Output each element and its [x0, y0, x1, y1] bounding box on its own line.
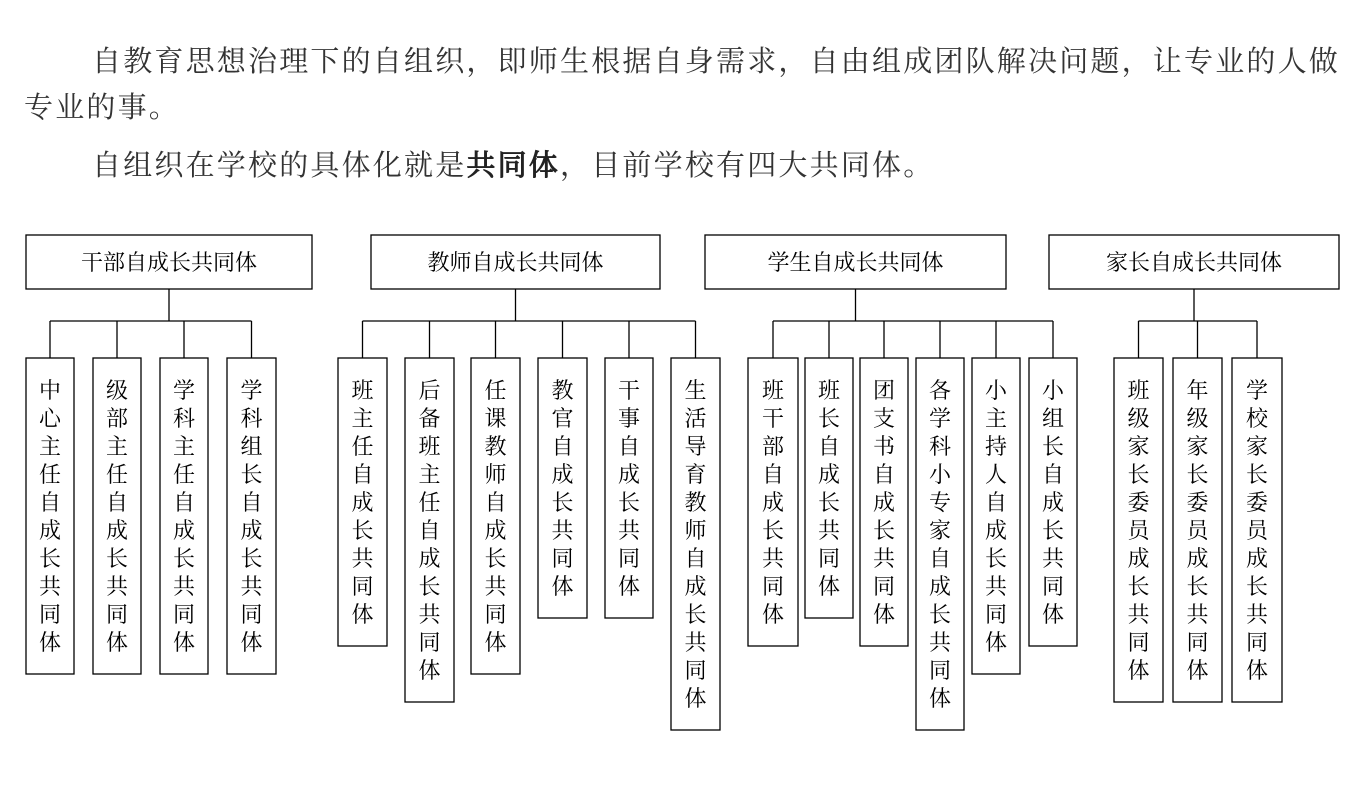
member-community [1232, 358, 1282, 702]
member-community-label: 生活导育教师自成长共同体 [684, 379, 707, 712]
member-community-label: 年级家长委员成长共同体 [1186, 379, 1209, 684]
intro-paragraph-2-lead: 自组织在学校的具体化就是 [92, 148, 467, 182]
member-community-label: 各学科小专家自成长共同体 [928, 379, 952, 712]
member-community-label: 小主持人自成长共同体 [984, 379, 1008, 656]
group-header-label: 教师自成长共同体 [427, 251, 604, 276]
group-header [26, 235, 312, 289]
intro-paragraph-2-tail: ，目前学校有四大共同体。 [560, 148, 935, 182]
member-community-label: 班长自成长共同体 [817, 379, 841, 600]
member-community-label: 团支书自成长共同体 [872, 379, 896, 628]
member-community [93, 358, 141, 674]
member-community-label: 班干部自成长共同体 [761, 379, 785, 628]
member-community-label: 学科主任自成长共同体 [172, 379, 196, 656]
member-community-label: 班主任自成长共同体 [351, 379, 374, 628]
member-community [972, 358, 1020, 674]
member-community [748, 358, 798, 646]
member-community [160, 358, 208, 674]
member-community [916, 358, 964, 730]
group-header-label: 干部自成长共同体 [80, 251, 258, 276]
member-community [860, 358, 908, 646]
group-header [371, 235, 660, 289]
intro-paragraph-1: 自教育思想治理下的自组织，即师生根据自身需求，自由组成团队解决问题，让专业的人做专业的事。 [24, 44, 1341, 124]
member-community [471, 358, 520, 674]
member-community-label: 小组长自成长共同体 [1041, 379, 1065, 628]
member-community-label: 任课教师自成长共同体 [484, 379, 507, 656]
member-community [671, 358, 720, 730]
member-community-label: 中心主任自成长共同体 [38, 379, 62, 656]
member-community-label: 班级家长委员成长共同体 [1127, 379, 1150, 684]
member-community [405, 358, 454, 702]
member-community-label: 教官自成长共同体 [551, 379, 574, 600]
group-header [1049, 235, 1339, 289]
group-header [705, 235, 1006, 289]
member-community-label: 干事自成长共同体 [617, 379, 641, 600]
member-community [26, 358, 74, 674]
member-community [1029, 358, 1077, 646]
member-community [605, 358, 653, 618]
member-community [805, 358, 853, 618]
member-community [338, 358, 387, 646]
group-header-label: 学生自成长共同体 [767, 251, 944, 276]
member-community-label: 后备班主任自成长共同体 [418, 379, 441, 684]
member-community-label: 级部主任自成长共同体 [105, 379, 129, 656]
group-header-label: 家长自成长共同体 [1105, 251, 1283, 276]
member-community [538, 358, 587, 618]
member-community [227, 358, 276, 674]
member-community-label: 学科组长自成长共同体 [240, 379, 263, 656]
intro-paragraph-2-bold: 共同体 [466, 148, 561, 182]
member-community [1173, 358, 1222, 702]
member-community [1114, 358, 1163, 702]
member-community-label: 学校家长委员成长共同体 [1245, 379, 1269, 684]
